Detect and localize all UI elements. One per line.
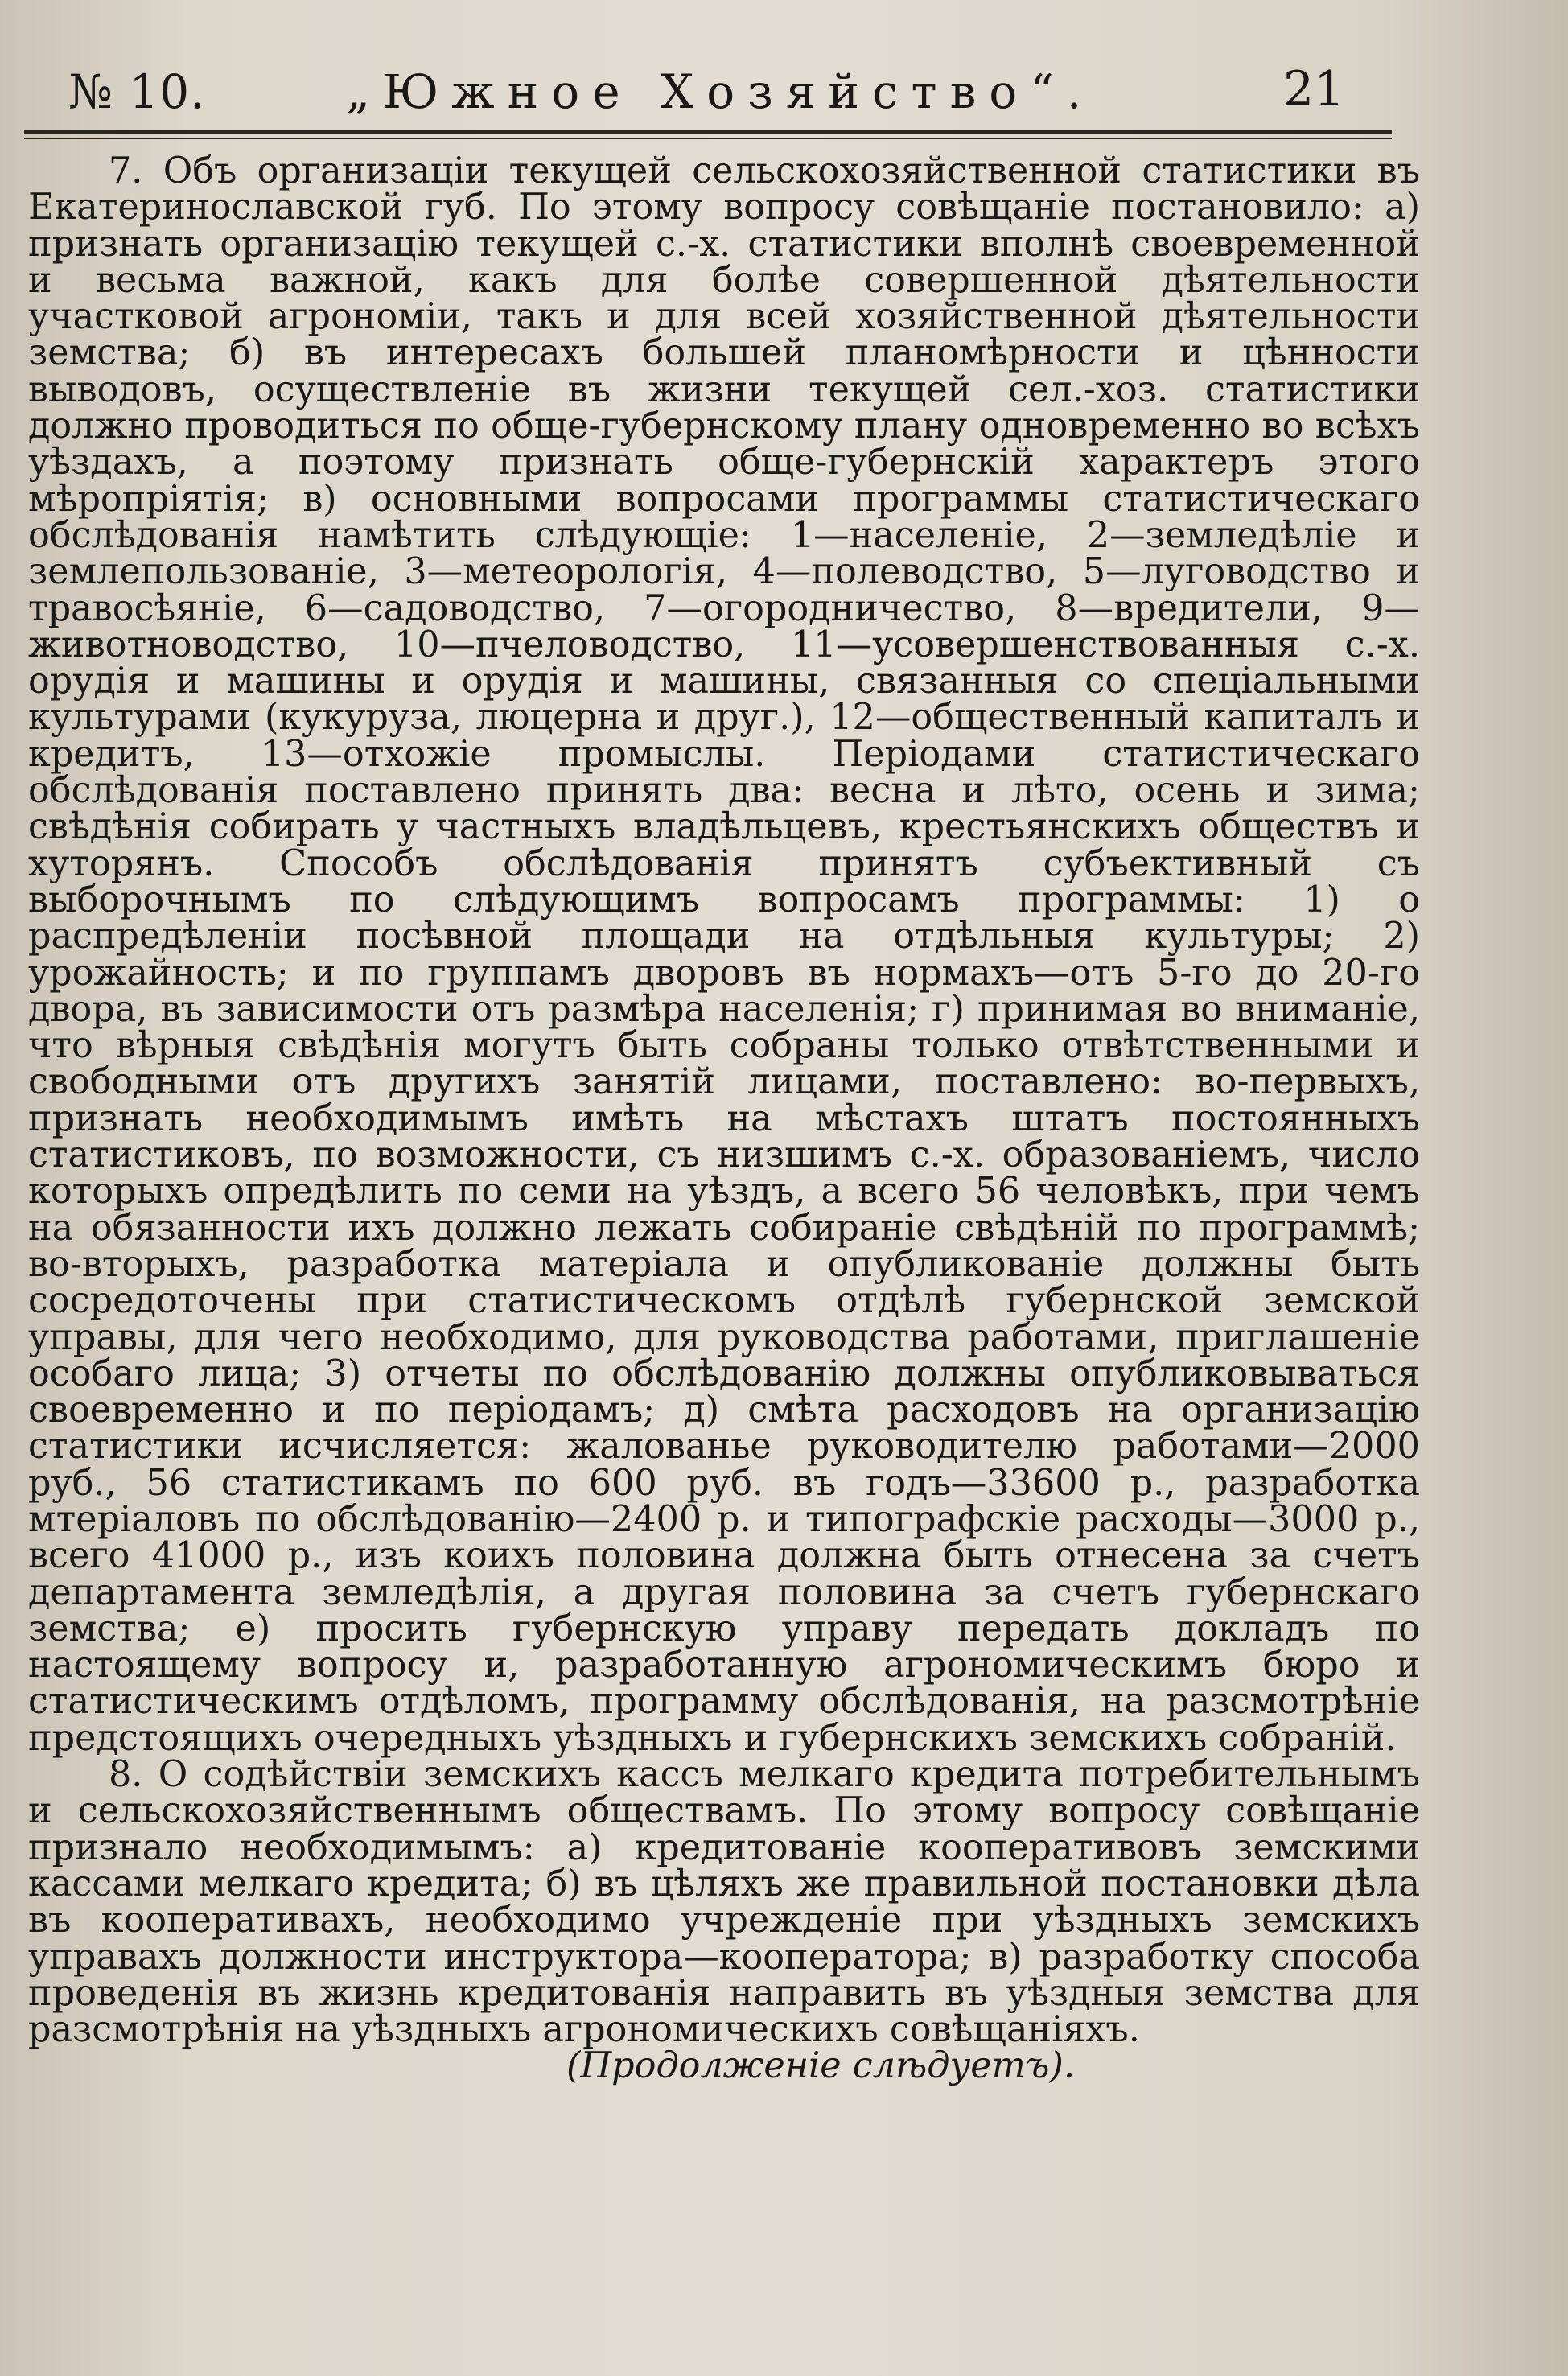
paragraph-item-7: 7. Объ организаціи текущей сельскохозяйственной статистики въ Екатеринославской губ. По этому вопросу совѣщаніе постановило: а) признать организацію текущей с.-х. статистики вполнѣ своевременной и весьма важной, какъ для болѣе совершенной дѣятельности участковой агрономіи, такъ и для всей хозяйственной дѣятельности земства; б) въ интересахъ большей планомѣрности и цѣнности выводовъ, осуществленіе въ жизни текущей сел.-хоз. статистики должно проводиться по обще-губернскому плану одновременно во всѣхъ уѣздахъ, а поэтому признать обще-губернскій характеръ этого мѣропріятія; в) основными вопросами программы статистическаго обслѣдованія намѣтить слѣдующіе: 1—населеніе, 2—земледѣліе и землепользованіе, 3—метеорологія, 4—полеводство, 5—луговодство и травосѣяніе, 6—садоводство, 7—огородничество, 8—вредители, 9—животноводство, 10—пчеловодство, 11—усовершенствованныя с.-х. орудія и машины и орудія и машины, связанныя со спеціальными культурами (кукуруза, люцерна и друг.), 12—общественный капиталъ и кредитъ, 13—отхожіе промыслы. Періодами статистическаго обслѣдованія поставлено принять два: весна и лѣто, осень и зима; свѣдѣнія собирать у частныхъ владѣльцевъ, крестьянскихъ обществъ и хуторянъ. Способъ обслѣдованія принятъ субъективный съ выборочнымъ по слѣдующимъ вопросамъ программы: 1) о распредѣленіи посѣвной площади на отдѣльныя культуры; 2) урожайность; и по группамъ дворовъ въ нормахъ—отъ 5-го до 20-го двора, въ зависимости отъ размѣра населенія; г) принимая во вниманіе, что вѣрныя свѣдѣнія могутъ быть собраны только отвѣтственными и свободными отъ другихъ занятій лицами, поставлено: во-первыхъ, признать необходимымъ имѣть на мѣстахъ штатъ постоянныхъ статистиковъ, по возможности, съ низшимъ с.-х. образованіемъ, число которыхъ опредѣлить по семи на уѣздъ, а всего 56 человѣкъ, при чемъ на обязанности ихъ должно лежать собираніе свѣдѣній по программѣ; во-вторыхъ, разработка матеріала и опубликованіе должны быть сосредоточены при статистическомъ отдѣлѣ губернской земской управы, для чего необходимо, для руководства работами, приглашеніе особаго лица; 3) отчеты по обслѣдованію должны опубликовываться своевременно и по періодамъ; д) смѣта расходовъ на организацію статистики исчисляется: жалованье руководителю работами—2000 руб., 56 статистикамъ по 600 руб. въ годъ—33600 р., разработка мтеріаловъ по обслѣдованію—2400 р. и типографскіе расходы—3000 р., всего 41000 р., изъ коихъ половина должна быть отнесена за счетъ департамента земледѣлія, а другая половина за счетъ губернскаго земства; е) просить губернскую управу передать докладъ по настоящему вопросу и, разработанную агрономическимъ бюро и статистическимъ отдѣломъ, программу обслѣдованія, на разсмотрѣніе предстоящихъ очередныхъ уѣздныхъ и губернскихъ земскихъ собраній.: [28, 150, 1420, 1759]
issue-number: № 10.: [68, 64, 206, 119]
page-number: 21: [1283, 61, 1345, 117]
journal-title: „Южное Хозяйство“.: [346, 64, 1095, 119]
paragraph-item-8: 8. О содѣйствіи земскихъ кассъ мелкаго кредита потребительнымъ и сельскохозяйственнымъ обществамъ. По этому вопросу совѣщаніе признало необходимымъ: а) кредитованіе кооперативовъ земскими кассами мелкаго кредита; б) въ цѣляхъ же правильной постановки дѣла въ кооперативахъ, необходимо учрежденіе при уѣздныхъ земскихъ управахъ должности инструктора—кооператора; в) разработку способа проведенія въ жизнь кредитованія направить въ уѣздныя земства для разсмотрѣнія на уѣздныхъ агрономическихъ совѣщаніяхъ.: [28, 1754, 1420, 2051]
continuation-note: (Продолженіе слѣдуетъ).: [566, 2045, 1075, 2087]
article-body: [28, 150, 1420, 2087]
header-rule: [24, 130, 1392, 139]
page-header: [32, 56, 1400, 129]
